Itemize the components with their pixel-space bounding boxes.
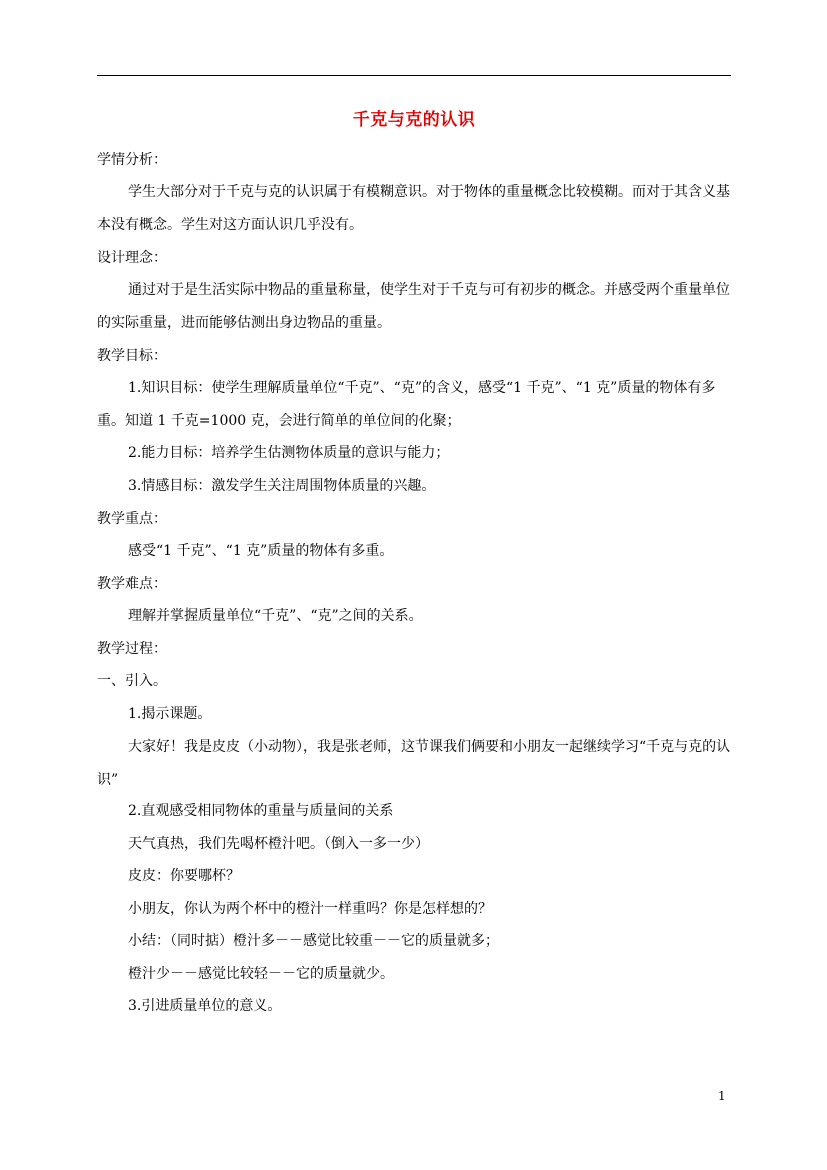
- page-number: 1: [718, 1089, 726, 1103]
- step-2-line-2: 皮皮：你要哪杯？: [128, 868, 240, 884]
- process-heading: 教学过程：: [97, 641, 167, 657]
- key-heading: 教学重点：: [97, 511, 167, 527]
- difficulty-text: 理解并掌握质量单位“千克”、“克”之间的关系。: [128, 608, 423, 624]
- goal-3: 3.情感目标：激发学生关注周围物体质量的兴趣。: [128, 478, 436, 494]
- step-2-line-4: 小结：（同时掂）橙汁多－－感觉比较重－－它的质量就多；: [128, 933, 499, 949]
- step-2-line-5: 橙汁少－－感觉比较轻－－它的质量就少。: [128, 966, 394, 982]
- step-1: 1.揭示课题。: [128, 706, 212, 722]
- goal-1-paragraph: 1.知识目标：使学生理解质量单位“千克”、“克”的含义，感受“1 千克”、“1 克”质量的物体有多重。知道 1 千克=1000 克，会进行简单的单位间的化聚；: [97, 380, 716, 429]
- analysis-paragraph: 学生大部分对于千克与克的认识属于有模糊意识。对于物体的重量概念比较模糊。而对于其含义基本没有概念。学生对这方面认识几乎没有。: [97, 184, 730, 233]
- difficulty-heading: 教学难点：: [97, 576, 167, 592]
- concept-heading: 设计理念：: [97, 250, 167, 266]
- step-2-line-1: 天气真热，我们先喝杯橙汁吧。（倒入一多一少）: [128, 836, 429, 852]
- goal-2: 2.能力目标：培养学生估测物体质量的意识与能力；: [128, 445, 450, 461]
- key-text: 感受“1 千克”、“1 克”质量的物体有多重。: [128, 543, 394, 559]
- header-rule: [97, 75, 731, 76]
- step-2: 2.直观感受相同物体的重量与质量间的关系: [128, 803, 394, 819]
- page-title: 千克与克的认识: [352, 110, 476, 130]
- concept-paragraph: 通过对于是生活实际中物品的重量称量，使学生对于千克与可有初步的概念。并感受两个重量单位的实际重量，进而能够估测出身边物品的重量。: [97, 282, 730, 331]
- step-3: 3.引进质量单位的意义。: [128, 998, 282, 1014]
- analysis-heading: 学情分析：: [97, 152, 167, 168]
- part-1-heading: 一、引入。: [97, 673, 167, 689]
- goals-heading: 教学目标：: [97, 348, 167, 364]
- step-2-line-3: 小朋友，你认为两个杯中的橙汁一样重吗？你是怎样想的？: [128, 901, 492, 917]
- step-1-paragraph: 大家好！我是皮皮（小动物），我是张老师，这节课我们俩要和小朋友一起继续学习“千克与克的认识”: [97, 739, 731, 788]
